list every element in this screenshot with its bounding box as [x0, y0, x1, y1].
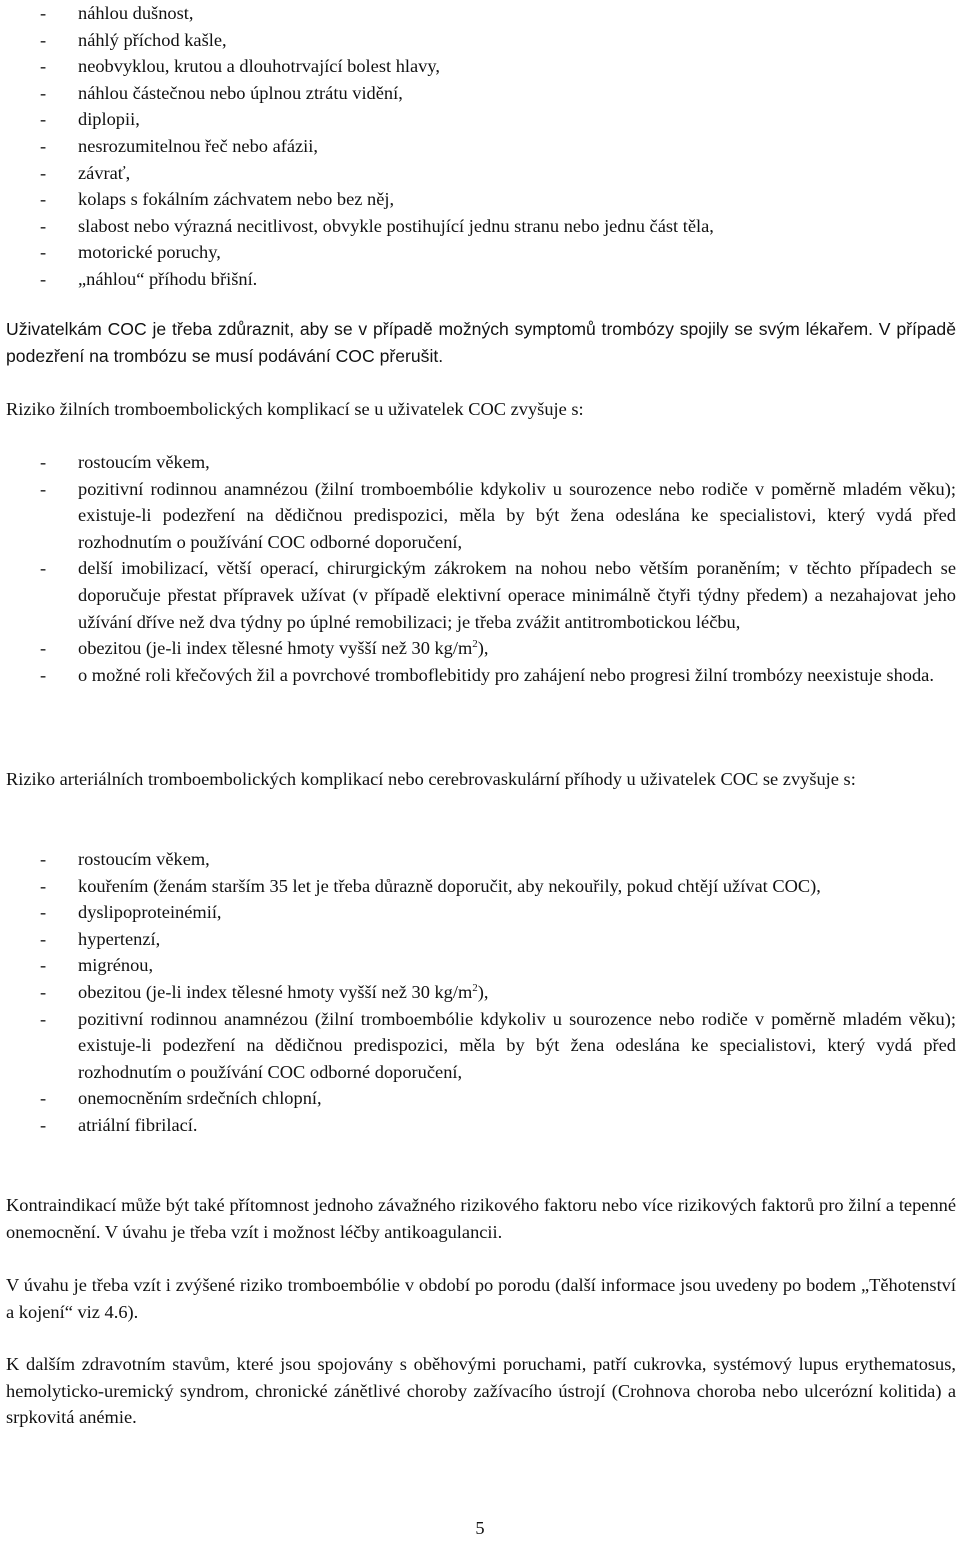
postpartum-paragraph: V úvahu je třeba vzít i zvýšené riziko tromboembólie v období po porodu (další informace jsou uvedeny po bodem „Těhotenství a kojení“ viz 4.6).	[6, 1275, 956, 1322]
list-item: - onemocněním srdečních chlopní,	[6, 1085, 956, 1112]
other-conditions-paragraph: K dalším zdravotním stavům, které jsou spojovány s oběhovými poruchami, patří cukrovka, systémový lupus erythematosus, hemolyticko-uremický syndrom, chronické zánětlivé choroby zažívacího ústrojí (Crohnova choroba nebo ulcerózní kolitida) a srpkovitá anémie.	[6, 1354, 956, 1428]
obesity-text: obezitou (je-li index tělesné hmoty vyšší než 30 kg/m	[78, 638, 473, 659]
list-item: - dyslipoproteinémií,	[6, 899, 956, 926]
venous-risk-list	[6, 449, 956, 688]
arterial-risk-section	[6, 846, 956, 1139]
list-item: - náhlý příchod kašle,	[6, 27, 956, 54]
list-item: - rostoucím věkem,	[6, 449, 956, 476]
list-item: - pozitivní rodinnou anamnézou (žilní tromboembólie kdykoliv u sourozence nebo rodiče v poměrně mladém věku); existuje-li podezření na dědičnou predispozici, měla by být žena odeslána ke specialistovi, který vydá před rozhodnutím o používání COC odborné doporučení,	[6, 1006, 956, 1086]
obesity-text: obezitou (je-li index tělesné hmoty vyšší než 30 kg/m	[78, 981, 473, 1002]
list-item: - o možné roli křečových žil a povrchové tromboflebitidy pro zahájení nebo progresi žilní trombózy neexistuje shoda.	[6, 662, 956, 689]
list-item: - migrénou,	[6, 952, 956, 979]
list-item: - neobvyklou, krutou a dlouhotrvající bolest hlavy,	[6, 53, 956, 80]
list-item	[6, 635, 956, 662]
list-item: - „náhlou“ příhodu břišní.	[6, 266, 956, 293]
list-item: - kolaps s fokálním záchvatem nebo bez něj,	[6, 186, 956, 213]
list-item: - diplopii,	[6, 106, 956, 133]
list-item: - delší imobilizací, větší operací, chirurgickým zákrokem na nohou nebo větším poraněním; v těchto případech se doporučuje přestat přípravek užívat (v případě elektivní operace minimálně čtyři týdny předem) a nezahajovat jeho užívání dříve než dva týdny po úplné remobilizaci; je třeba zvážit antitrombotickou léčbu,	[6, 555, 956, 635]
list-item: - závrať,	[6, 160, 956, 187]
user-advice-paragraph: Uživatelkám COC je třeba zdůraznit, aby se v případě možných symptomů trombózy spojily se svým lékařem. V případě podezření na trombózu se musí podávání COC přerušit.	[6, 319, 956, 366]
list-item	[6, 979, 956, 1006]
list-item: - rostoucím věkem,	[6, 846, 956, 873]
contraindication-paragraph: Kontraindikací může být také přítomnost jednoho závažného rizikového faktoru nebo více rizikových faktorů pro žilní a tepenné onemocnění. V úvahu je třeba vzít i možnost léčby antikoagulancii.	[6, 1195, 956, 1242]
list-item: - pozitivní rodinnou anamnézou (žilní tromboembólie kdykoliv u sourozence nebo rodiče v poměrně mladém věku); existuje-li podezření na dědičnou predispozici, měla by být žena odeslána ke specialistovi, který vydá před rozhodnutím o používání COC odborné doporučení,	[6, 476, 956, 556]
list-item: - hypertenzí,	[6, 926, 956, 953]
list-item: - slabost nebo výrazná necitlivost, obvykle postihující jednu stranu nebo jednu část těla,	[6, 213, 956, 240]
page-number: 5	[475, 1518, 485, 1538]
symptom-list	[6, 0, 956, 293]
arterial-risk-heading: Riziko arteriálních tromboembolických komplikací nebo cerebrovaskulární příhody u uživatelek COC se zvyšuje s:	[6, 769, 856, 789]
list-item: - náhlou dušnost,	[6, 0, 956, 27]
arterial-risk-list	[6, 846, 956, 1139]
venous-risk-heading: Riziko žilních tromboembolických komplikací se u uživatelek COC zvyšuje s:	[6, 399, 584, 419]
symptom-list-section	[6, 0, 956, 293]
obesity-tail: ),	[477, 981, 489, 1002]
list-item: - kouřením (ženám starším 35 let je třeba důrazně doporučit, aby nekouřily, pokud chtějí užívat COC),	[6, 873, 956, 900]
venous-risk-section	[6, 449, 956, 688]
list-item: - atriální fibrilací.	[6, 1112, 956, 1139]
list-item: - motorické poruchy,	[6, 239, 956, 266]
superscript: 2	[472, 981, 478, 994]
obesity-tail: ),	[477, 638, 489, 659]
superscript: 2	[472, 638, 478, 651]
list-item: - nesrozumitelnou řeč nebo afázii,	[6, 133, 956, 160]
list-item: - náhlou částečnou nebo úplnou ztrátu vidění,	[6, 80, 956, 107]
